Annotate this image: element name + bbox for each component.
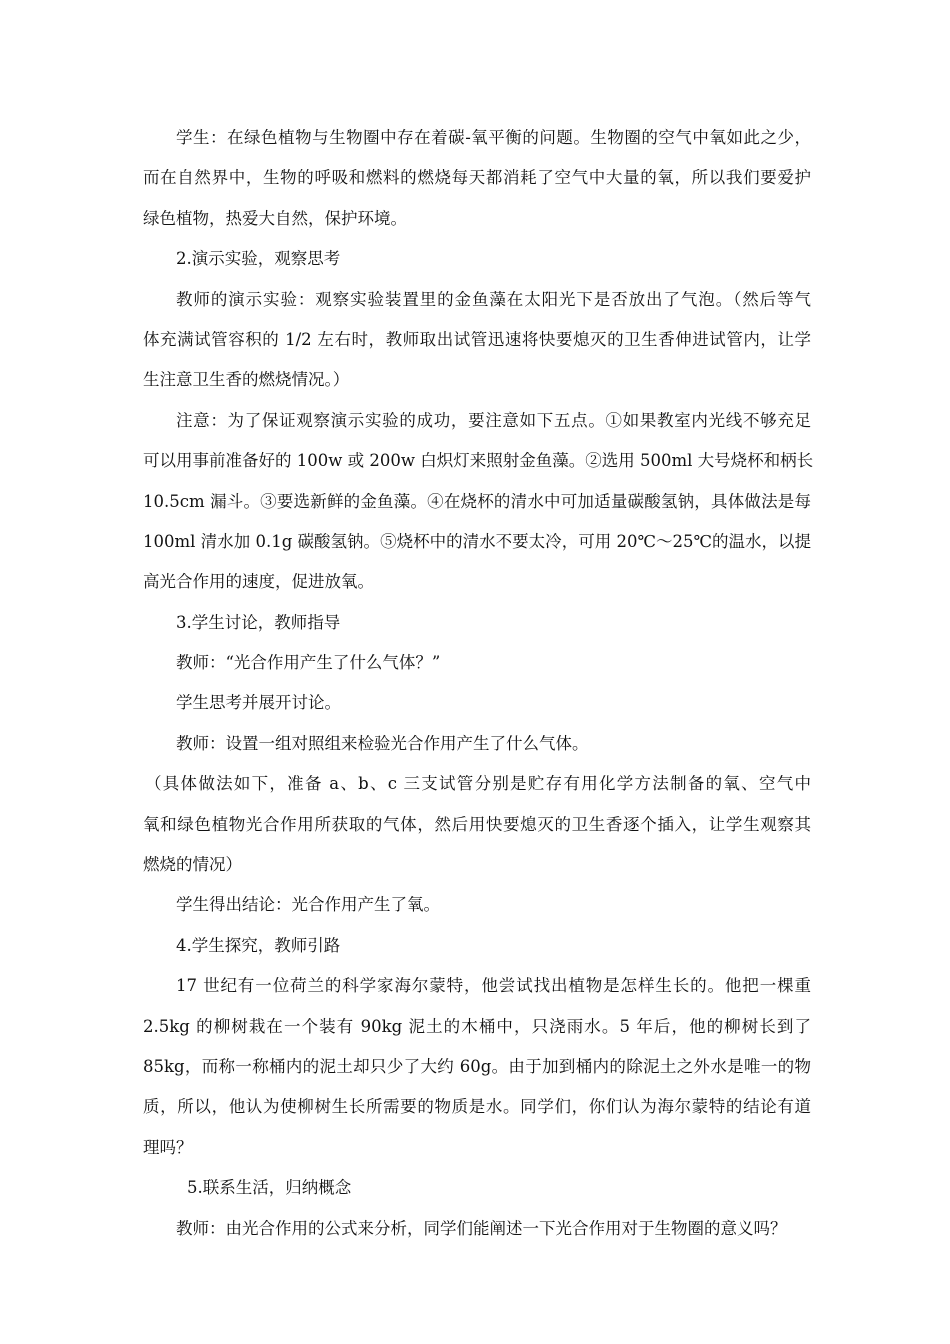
paragraph-line: 体充满试管容积的 1/2 左右时，教师取出试管迅速将快要熄灭的卫生香伸进试管内，让学 xyxy=(143,329,811,349)
document-body xyxy=(143,118,814,1249)
paragraph-line: （具体做法如下，准备 a、b、c 三支试管分别是贮存有用化学方法制备的氧、空气中 xyxy=(145,774,811,794)
paragraph-line: 教师：设置一组对照组来检验光合作用产生了什么气体。 xyxy=(176,733,589,753)
paragraph-line: 100ml 清水加 0.1g 碳酸氢钠。⑤烧杯中的清水不要太冷，可用 20℃～25℃的温水，以提 xyxy=(143,531,811,551)
paragraph-line: 氧和绿色植物光合作用所获取的气体，然后用快要熄灭的卫生香逐个插入，让学生观察其 xyxy=(143,814,811,834)
paragraph-line: 教师：由光合作用的公式来分析，同学们能阐述一下光合作用对于生物圈的意义吗？ xyxy=(176,1218,787,1238)
section-heading: 4.学生探究，教师引路 xyxy=(176,935,341,955)
paragraph-line: 学生：在绿色植物与生物圈中存在着碳-氧平衡的问题。生物圈的空气中氧如此之少， xyxy=(176,128,811,147)
paragraph-line: 燃烧的情况） xyxy=(143,855,242,875)
paragraph-line: 注意：为了保证观察演示实验的成功，要注意如下五点。①如果教室内光线不够充足 xyxy=(176,410,811,430)
section-heading: 5.联系生活，归纳概念 xyxy=(187,1178,352,1198)
paragraph-line: 85kg，而称一称桶内的泥土却只少了大约 60g。由于加到桶内的除泥土之外水是唯一的物 xyxy=(143,1056,811,1076)
paragraph-line: 17 世纪有一位荷兰的科学家海尔蒙特，他尝试找出植物是怎样生长的。他把一棵重 xyxy=(176,976,811,996)
paragraph-line: 而在自然界中，生物的呼吸和燃料的燃烧每天都消耗了空气中大量的氧，所以我们要爱护 xyxy=(143,168,811,188)
paragraph-line: 理吗？ xyxy=(143,1137,193,1157)
paragraph-line: 学生思考并展开讨论。 xyxy=(176,693,341,713)
paragraph-line: 高光合作用的速度，促进放氧。 xyxy=(143,572,374,592)
paragraph-line: 绿色植物，热爱大自然，保护环境。 xyxy=(143,208,407,228)
paragraph-line: 10.5cm 漏斗。③要选新鲜的金鱼藻。④在烧杯的清水中可加适量碳酸氢钠，具体做法是每 xyxy=(143,491,811,511)
section-heading: 2.演示实验，观察思考 xyxy=(176,249,341,269)
paragraph-line: 2.5kg 的柳树栽在一个装有 90kg 泥土的木桶中，只浇雨水。5 年后，他的柳树长到了 xyxy=(143,1016,811,1036)
paragraph-line: 教师：“光合作用产生了什么气体？” xyxy=(176,653,441,673)
paragraph-line: 质，所以，他认为使柳树生长所需要的物质是水。同学们，你们认为海尔蒙特的结论有道 xyxy=(143,1097,811,1117)
section-heading: 3.学生讨论，教师指导 xyxy=(176,612,341,632)
paragraph-line: 可以用事前准备好的 100w 或 200w 白炽灯来照射金鱼藻。②选用 500ml 大号烧杯和柄长 xyxy=(143,451,814,471)
paragraph-line: 教师的演示实验：观察实验装置里的金鱼藻在太阳光下是否放出了气泡。（然后等气 xyxy=(176,289,811,309)
paragraph-line: 学生得出结论：光合作用产生了氧。 xyxy=(176,895,440,915)
paragraph-line: 生注意卫生香的燃烧情况。） xyxy=(143,370,350,390)
